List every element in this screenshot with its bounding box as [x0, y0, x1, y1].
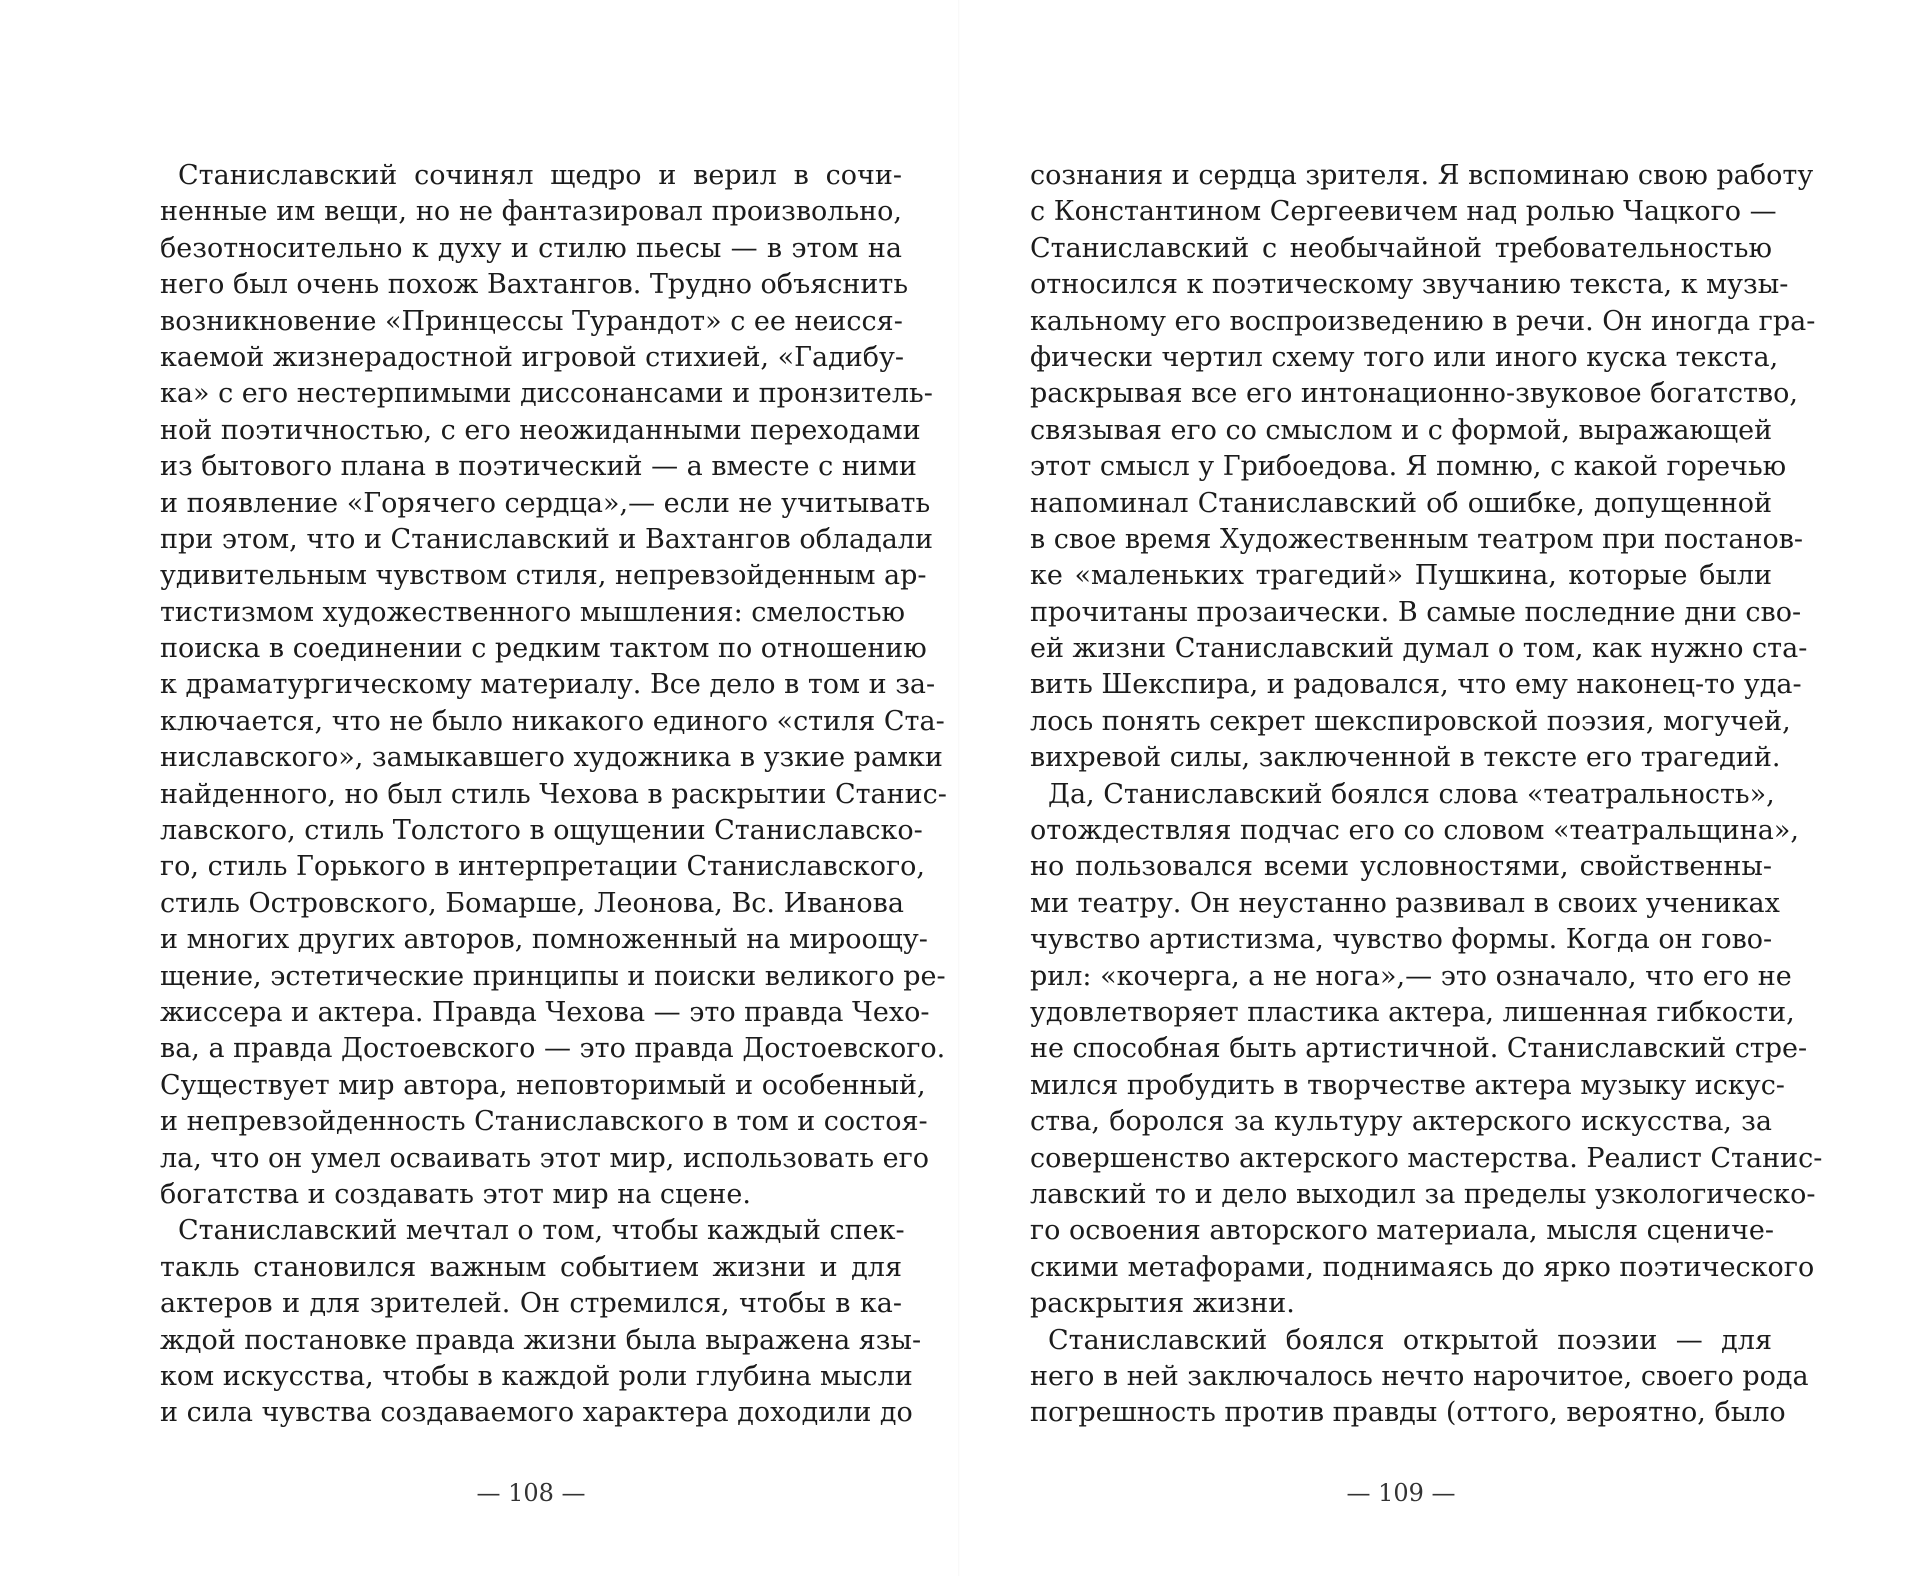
text-line: в свое время Художественным театром при постанов-	[1030, 523, 1804, 555]
text-line: прочитаны прозаически. В самые последние дни сво-	[1030, 596, 1802, 628]
text-line: ства, боролся за культуру актерского искусства, за	[1030, 1106, 1772, 1138]
text-line: и сила чувства создаваемого характера доходили до	[160, 1397, 913, 1429]
text-line: ной поэтичностью, с его неожиданными переходами	[160, 414, 921, 446]
text-line: чувство артистизма, чувство формы. Когда он гово-	[1030, 924, 1773, 956]
text-line: него в ней заключалось нечто нарочитое, своего рода	[1030, 1360, 1809, 1392]
text-line: Станиславский мечтал о том, чтобы каждый спек-	[178, 1215, 905, 1247]
text-line: Да, Станиславский боялся слова «театральность»,	[1048, 778, 1775, 810]
text-line: ми театру. Он неустанно развивал в своих учениках	[1030, 887, 1780, 919]
text-line: такль становился важным событием жизни и для	[160, 1251, 902, 1283]
text-line: раскрытия жизни.	[1030, 1288, 1295, 1320]
text-line: удивительным чувством стиля, непревзойденным ар-	[160, 560, 927, 592]
text-line: при этом, что и Станиславский и Вахтангов обладали	[160, 523, 933, 555]
text-line: совершенство актерского мастерства. Реалист Станис-	[1030, 1142, 1823, 1174]
text-line: рил: «кочерга, а не нога»,— это означало, что его не	[1030, 960, 1792, 992]
text-line: кальному его воспроизведению в речи. Он иногда гра-	[1030, 305, 1816, 337]
right-page-text	[1030, 158, 1823, 1432]
text-line: фически чертил схему того или иного куска текста,	[1030, 341, 1779, 373]
text-line: Станиславский сочинял щедро и верил в сочи-	[178, 160, 902, 191]
text-line: с Константином Сергеевичем над ролью Чацкого —	[1030, 196, 1777, 228]
text-line: стиль Островского, Бомарше, Леонова, Вс. Иванова	[160, 887, 904, 919]
text-line: сознания и сердца зрителя. Я вспоминаю свою работу	[1030, 160, 1814, 191]
page-number-left: — 108 —	[476, 1479, 586, 1507]
text-line: ключается, что не было никакого единого «стиля Ста-	[160, 705, 945, 737]
book-gutter	[958, 0, 960, 1576]
text-line: вить Шекспира, и радовался, что ему наконец-то уда-	[1030, 669, 1802, 701]
text-line: Станиславский боялся открытой поэзии — для	[1048, 1324, 1772, 1356]
text-line: Существует мир автора, неповторимый и особенный,	[160, 1069, 926, 1101]
text-line: ла, что он умел осваивать этот мир, использовать его	[160, 1142, 930, 1174]
text-line: но пользовался всеми условностями, свойственны-	[1030, 851, 1772, 883]
text-line: и появление «Горячего сердца»,— если не учитывать	[160, 487, 931, 519]
text-line: ниславского», замыкавшего художника в узкие рамки	[160, 742, 943, 774]
text-line: к драматургическому материалу. Все дело в том и за-	[160, 669, 936, 701]
text-line: удовлетворяет пластика актера, лишенная гибкости,	[1030, 996, 1795, 1028]
text-line: найденного, но был стиль Чехова в раскрытии Станис-	[160, 778, 947, 810]
text-line: из бытового плана в поэтический — а вместе с ними	[160, 451, 917, 483]
text-line: ком искусства, чтобы в каждой роли глубина мысли	[160, 1360, 913, 1392]
text-line: скими метафорами, поднимаясь до ярко поэтического	[1030, 1251, 1815, 1283]
text-line: отождествляя подчас его со словом «театральщина»,	[1030, 815, 1799, 847]
text-line: лавский то и дело выходил за пределы узкологическо-	[1030, 1178, 1816, 1210]
text-line: го освоения авторского материала, мысля сцениче-	[1030, 1215, 1775, 1247]
text-line: мился пробудить в творчестве актера музыку искус-	[1030, 1069, 1785, 1101]
text-line: го, стиль Горького в интерпретации Станиславского,	[160, 851, 925, 883]
left-page-text	[160, 158, 947, 1432]
text-line: лось понять секрет шекспировской поэзия, могучей,	[1030, 705, 1791, 737]
text-line: возникновение «Принцессы Турандот» с ее неисся-	[160, 305, 903, 337]
text-line: ка» с его нестерпимыми диссонансами и пронзитель-	[160, 378, 933, 410]
text-line: ке «маленьких трагедий» Пушкина, которые были	[1030, 560, 1772, 592]
text-line: Станиславский с необычайной требовательностью	[1030, 232, 1772, 264]
text-line: раскрывая все его интонационно-звуковое богатство,	[1030, 378, 1798, 410]
text-line: ждой постановке правда жизни была выражена язы-	[160, 1324, 922, 1356]
text-line: безотносительно к духу и стилю пьесы — в этом на	[160, 232, 902, 264]
text-line: ва, а правда Достоевского — это правда Достоевского.	[160, 1033, 946, 1065]
text-line: щение, эстетические принципы и поиски великого ре-	[160, 960, 946, 992]
text-line: поиска в соединении с редким тактом по отношению	[160, 633, 927, 665]
text-line: и непревзойденность Станиславского в том и состоя-	[160, 1106, 928, 1138]
text-line: вихревой силы, заключенной в тексте его трагедий.	[1030, 742, 1781, 774]
text-line: ненные им вещи, но не фантазировал произвольно,	[160, 196, 902, 228]
text-line: этот смысл у Грибоедова. Я помню, с какой горечью	[1030, 451, 1787, 483]
text-line: ей жизни Станиславский думал о том, как нужно ста-	[1030, 633, 1808, 665]
text-line: и многих других авторов, помноженный на мироощу-	[160, 924, 928, 956]
text-line: актеров и для зрителей. Он стремился, чтобы в ка-	[160, 1288, 902, 1320]
text-line: него был очень похож Вахтангов. Трудно объяснить	[160, 269, 909, 301]
text-line: тистизмом художественного мышления: смелостью	[160, 596, 906, 628]
text-line: относился к поэтическому звучанию текста, к музы-	[1030, 269, 1789, 301]
text-line: погрешность против правды (оттого, вероятно, было	[1030, 1397, 1786, 1429]
page-number-right: — 109 —	[1346, 1479, 1456, 1507]
text-line: связывая его со смыслом и с формой, выражающей	[1030, 414, 1773, 446]
text-line: лавского, стиль Толстого в ощущении Станиславско-	[160, 815, 923, 847]
text-line: напоминал Станиславский об ошибке, допущенной	[1030, 487, 1772, 519]
text-line: богатства и создавать этот мир на сцене.	[160, 1178, 751, 1210]
text-line: жиссера и актера. Правда Чехова — это правда Чехо-	[160, 996, 930, 1028]
text-line: каемой жизнерадостной игровой стихией, «Гадибу-	[160, 341, 904, 373]
text-line: не способная быть артистичной. Станиславский стре-	[1030, 1033, 1808, 1065]
